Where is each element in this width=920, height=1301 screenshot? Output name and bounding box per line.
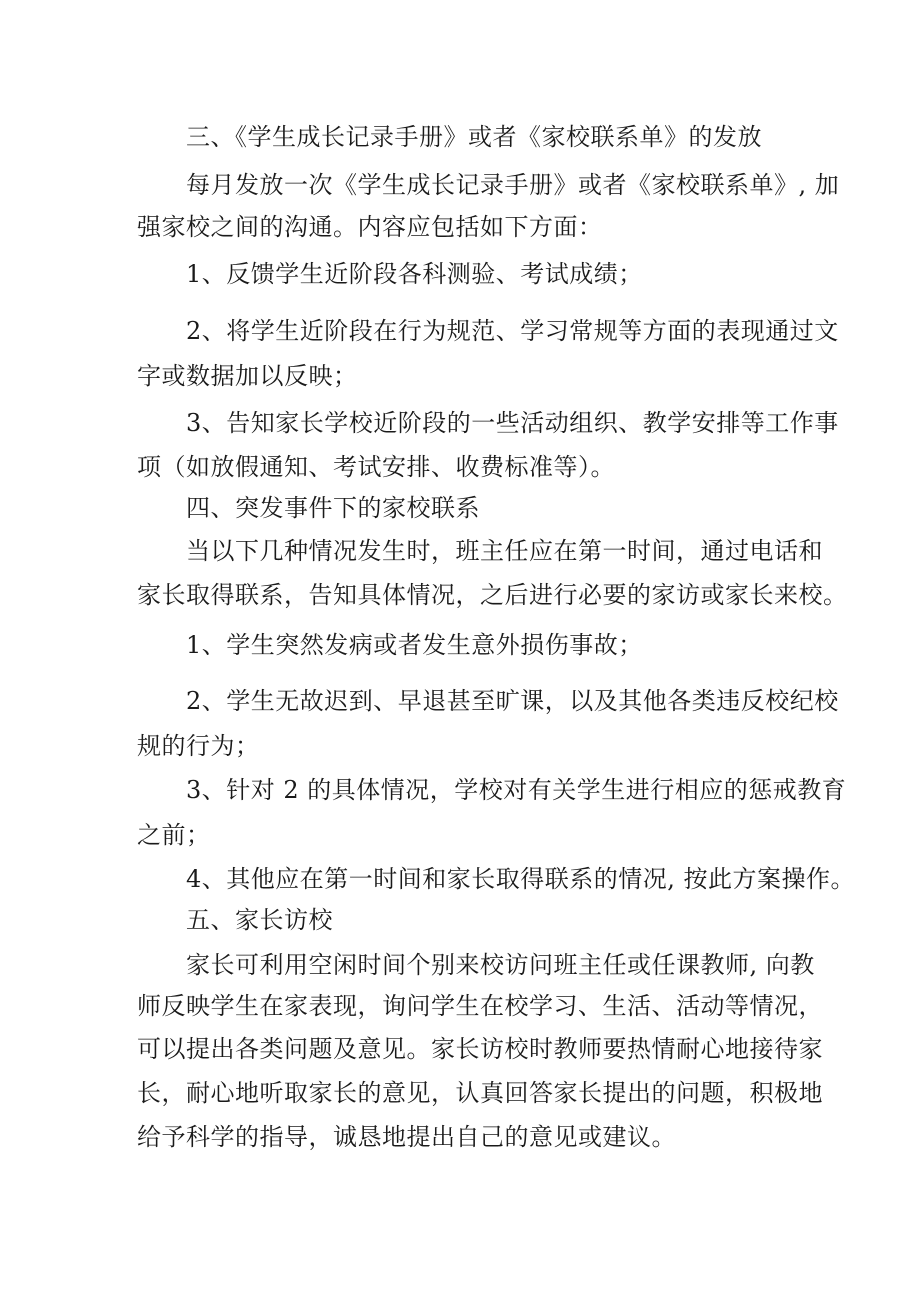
paragraph-line: 每月发放一次《学生成长记录手册》或者《家校联系单》, 加	[186, 171, 840, 199]
list-item: 2、学生无故迟到、早退甚至旷课，以及其他各类违反校纪校	[186, 687, 839, 715]
paragraph-line: 师反映学生在家表现，询问学生在校学习、生活、活动等情况，	[137, 992, 823, 1020]
list-item: 2、将学生近阶段在行为规范、学习常规等方面的表现通过文	[186, 317, 839, 345]
paragraph-line: 可以提出各类问题及意见。家长访校时教师要热情耐心地接待家	[137, 1035, 823, 1063]
list-item: 1、学生突然发病或者发生意外损伤事故；	[186, 631, 643, 659]
paragraph-line: 当以下几种情况发生时，班主任应在第一时间，通过电话和	[186, 537, 823, 565]
list-item-continuation: 之前；	[137, 821, 211, 849]
list-item-continuation: 字或数据加以反映；	[137, 362, 358, 390]
list-item-continuation: 规的行为；	[137, 732, 260, 760]
section-heading-5: 五、家长访校	[186, 906, 333, 934]
paragraph-line: 给予科学的指导，诚恳地提出自己的意见或建议。	[137, 1123, 676, 1151]
section-heading-3: 三、《学生成长记录手册》或者《家校联系单》的发放	[186, 123, 762, 151]
section-heading-4: 四、突发事件下的家校联系	[186, 494, 480, 522]
list-item-continuation: 项（如放假通知、考试安排、收费标准等）。	[137, 453, 615, 481]
paragraph-line: 强家校之间的沟通。内容应包括如下方面：	[137, 213, 603, 241]
list-item: 4、其他应在第一时间和家长取得联系的情况, 按此方案操作。	[186, 865, 856, 893]
paragraph-line: 家长取得联系，告知具体情况，之后进行必要的家访或家长来校。	[137, 581, 848, 609]
paragraph-line: 长，耐心地听取家长的意见，认真回答家长提出的问题，积极地	[137, 1079, 823, 1107]
paragraph-line: 家长可利用空闲时间个别来校访问班主任或任课教师, 向教	[186, 951, 815, 979]
list-item: 3、针对 2 的具体情况，学校对有关学生进行相应的惩戒教育	[186, 776, 847, 804]
list-item: 3、告知家长学校近阶段的一些活动组织、教学安排等工作事	[186, 409, 839, 437]
list-item: 1、反馈学生近阶段各科测验、考试成绩；	[186, 260, 643, 288]
